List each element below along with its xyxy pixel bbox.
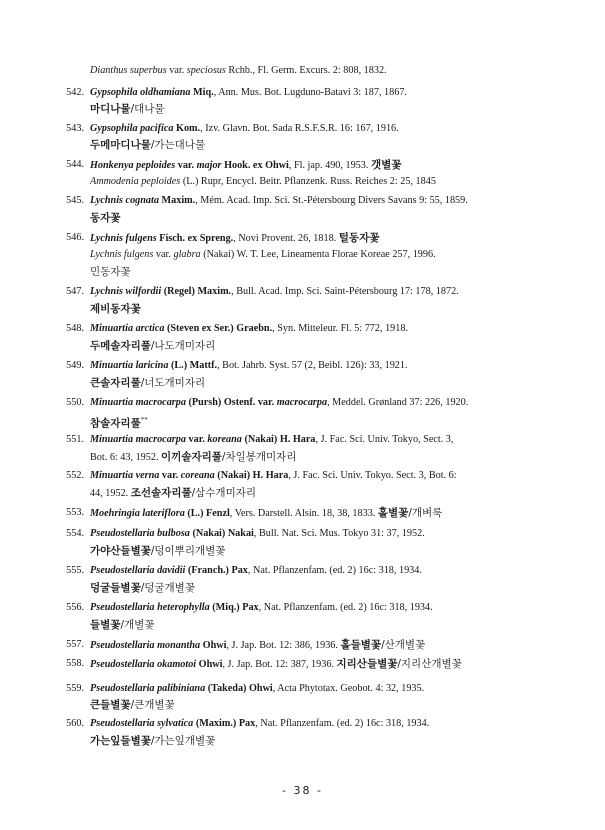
entry-number: 558. bbox=[66, 658, 84, 669]
entry-continuation bbox=[90, 376, 205, 391]
entry-continuation bbox=[90, 698, 175, 713]
text-segment: 44, 1952. bbox=[90, 488, 131, 499]
entry-number: 560. bbox=[66, 718, 84, 729]
korean-alt-name: /개별꽃 bbox=[120, 619, 155, 631]
text-segment: , Mém. Acad. Imp. Sci. St.-Pétersbourg Divers Savans 9: 55, 1859. bbox=[195, 195, 468, 206]
author-name: var. bbox=[175, 160, 195, 171]
entry-number: 547. bbox=[66, 286, 84, 297]
text-segment: , J. Jap. Bot. 12: 387, 1936. bbox=[222, 659, 337, 670]
text-segment: , J. Fac. Sci. Univ. Tokyo, Sect. 3, bbox=[315, 434, 454, 445]
author-name: (Nakai) H. Hara bbox=[241, 434, 316, 445]
synonym-name: speciosus bbox=[186, 65, 226, 76]
korean-name: 참솔자리풀 bbox=[90, 417, 141, 430]
entry-citation bbox=[90, 564, 422, 578]
korean-alt-name: /나도개미자리 bbox=[150, 340, 216, 352]
korean-name: 두메솔자리풀 bbox=[90, 340, 151, 352]
scientific-name: koreana bbox=[204, 434, 242, 445]
author-name: (Pursh) Ostenf. var. bbox=[185, 397, 275, 408]
korean-alt-name: /개벼룩 bbox=[408, 507, 443, 519]
scientific-name: Pseudostellaria davidii bbox=[90, 565, 186, 576]
korean-name: 큰솔자리풀 bbox=[90, 377, 141, 389]
entry-number: 543. bbox=[66, 123, 84, 134]
scientific-name: Moehringia lateriflora bbox=[90, 508, 185, 519]
korean-name: 가야산들별꽃 bbox=[90, 545, 151, 557]
entry-citation bbox=[90, 194, 468, 208]
entry-citation bbox=[90, 322, 408, 336]
entry-citation bbox=[90, 86, 407, 100]
scientific-name: Minuartia verna bbox=[90, 470, 160, 481]
scientific-name: Pseudostellaria palibiniana bbox=[90, 683, 206, 694]
korean-alt-name: /큰개별꽃 bbox=[130, 699, 175, 711]
author-name: (Franch.) Pax bbox=[185, 565, 248, 576]
entry-number: 548. bbox=[66, 323, 84, 334]
korean-name: 지리산들별꽃 bbox=[336, 658, 398, 670]
text-segment: , Bot. Jahrb. Syst. 57 (2, Beibl. 126): 33, 1921. bbox=[217, 360, 408, 371]
footnote-mark: ** bbox=[140, 416, 148, 424]
entry-citation bbox=[90, 657, 462, 672]
text-segment: , Fl. jap. 490, 1953. bbox=[288, 160, 371, 171]
author-name: Kom. bbox=[173, 123, 201, 134]
korean-name: 홀들별꽃 bbox=[340, 639, 382, 651]
entry-citation bbox=[90, 527, 425, 541]
text-segment: var. bbox=[166, 65, 187, 76]
synonym-name: Dianthus superbus bbox=[90, 65, 167, 76]
entry-citation bbox=[90, 638, 425, 653]
scientific-name: Pseudostellaria sylvatica bbox=[90, 718, 194, 729]
text-segment: , Acta Phytotax. Geobot. 4: 32, 1935. bbox=[272, 683, 425, 694]
entry-continuation bbox=[90, 544, 225, 559]
scientific-name: Pseudostellaria heterophylla bbox=[90, 602, 210, 613]
scientific-name: Lychnis wilfordii bbox=[90, 286, 162, 297]
text-segment: , Meddel. Grønland 37: 226, 1920. bbox=[327, 397, 469, 408]
entry-continuation bbox=[90, 138, 205, 153]
text-segment: , J. Fac. Sci. Univ. Tokyo. Sect. 3, Bot. 6: bbox=[288, 470, 457, 481]
entry-continuation bbox=[90, 302, 141, 317]
korean-name: 홀별꽃 bbox=[377, 507, 409, 519]
entry-continuation bbox=[90, 486, 256, 501]
entry-continuation bbox=[90, 211, 120, 226]
text-segment: , Nat. Pflanzenfam. (ed. 2) 16c: 318, 1934. bbox=[255, 718, 430, 729]
scientific-name: Minuartia macrocarpa bbox=[90, 397, 186, 408]
korean-name: 털동자꽃 bbox=[338, 232, 380, 244]
synonym-name: Lychnis fulgens bbox=[90, 249, 154, 260]
korean-alt-name: /덩이뿌리개별꽃 bbox=[150, 545, 226, 557]
author-name: (Nakai) H. Hara bbox=[214, 470, 289, 481]
entry-citation bbox=[90, 122, 399, 136]
entry-citation bbox=[90, 717, 429, 731]
author-name: (Miq.) Pax bbox=[209, 602, 259, 613]
text-segment: , Bull. Acad. Imp. Sci. Saint-Pétersbourg 17: 178, 1872. bbox=[231, 286, 459, 297]
korean-alt-name: /지리산개별꽃 bbox=[397, 658, 462, 670]
synonym-name: Ammodenia peploides bbox=[90, 176, 181, 187]
entry-number: 551. bbox=[66, 434, 84, 445]
entry-continuation bbox=[90, 102, 165, 117]
text-segment: Rchb., Fl. Germ. Excurs. 2: 808, 1832. bbox=[225, 65, 387, 76]
entry-number: 550. bbox=[66, 397, 84, 408]
author-name: Ohwi bbox=[200, 640, 227, 651]
text-segment: , Izv. Glavn. Bot. Sada R.S.F.S.R. 16: 167, 1916. bbox=[200, 123, 399, 134]
entry-continuation bbox=[90, 618, 154, 633]
korean-name: 동자꽃 bbox=[90, 212, 121, 224]
entry-continuation bbox=[90, 734, 215, 749]
entry-citation bbox=[90, 64, 387, 78]
page-number: - 38 - bbox=[282, 784, 323, 797]
entry-number: 556. bbox=[66, 602, 84, 613]
korean-name: 제비동자꽃 bbox=[90, 303, 141, 315]
scientific-name: Pseudostellaria monantha bbox=[90, 640, 201, 651]
entry-number: 549. bbox=[66, 360, 84, 371]
scientific-name: Gypsophila pacifica bbox=[90, 123, 174, 134]
entry-number: 553. bbox=[66, 507, 84, 518]
scientific-name: Lychnis fulgens bbox=[90, 233, 157, 244]
synonym-name: glabra bbox=[173, 249, 201, 260]
entry-continuation bbox=[90, 339, 215, 354]
text-segment: , Vers. Darstell. Alsin. 18, 38, 1833. bbox=[229, 508, 378, 519]
author-name: var. bbox=[185, 434, 205, 445]
scientific-name: Minuartia laricina bbox=[90, 360, 169, 371]
scientific-name: Minuartia arctica bbox=[90, 323, 165, 334]
korean-name: 덩굴들별꽃 bbox=[90, 582, 141, 594]
entry-number: 555. bbox=[66, 565, 84, 576]
author-name: Hook. ex Ohwi bbox=[221, 160, 289, 171]
entry-citation bbox=[90, 506, 442, 521]
author-name: (Maxim.) Pax bbox=[193, 718, 256, 729]
entry-citation bbox=[90, 682, 424, 696]
text-segment: , Bull. Nat. Sci. Mus. Tokyo 31: 37, 1952. bbox=[253, 528, 425, 539]
korean-alt-name: /삼수개미자리 bbox=[191, 487, 257, 499]
text-segment: , Novi Provent. 26, 1818. bbox=[233, 233, 339, 244]
entry-number: 546. bbox=[66, 232, 84, 243]
author-name: (Steven ex Ser.) Graebn. bbox=[164, 323, 273, 334]
korean-name: 갯별꽃 bbox=[370, 159, 402, 171]
author-name: var. bbox=[159, 470, 179, 481]
scientific-name: major bbox=[194, 160, 222, 171]
entry-citation bbox=[90, 601, 433, 615]
scientific-name: Pseudostellaria bulbosa bbox=[90, 528, 190, 539]
korean-alt-name: /덩굴개별꽃 bbox=[140, 582, 195, 594]
entry-continuation bbox=[90, 248, 436, 262]
scientific-name: coreana bbox=[178, 470, 215, 481]
korean-alt-name: /산개별꽃 bbox=[381, 639, 426, 651]
entry-continuation bbox=[90, 450, 296, 465]
author-name: Maxim. bbox=[158, 195, 196, 206]
text-segment: (Nakai) W. T. Lee, Lineamenta Florae Koreae 257, 1996. bbox=[200, 249, 436, 260]
entry-citation bbox=[90, 359, 408, 373]
entry-citation bbox=[90, 433, 453, 447]
entry-citation bbox=[90, 158, 401, 173]
entry-number: 544. bbox=[66, 159, 84, 170]
korean-alt-name: /차일봉개미자리 bbox=[221, 451, 297, 463]
entry-number: 557. bbox=[66, 639, 84, 650]
scientific-name: Honkenya peploides bbox=[90, 160, 176, 171]
korean-name: 들별꽃 bbox=[90, 619, 121, 631]
text-segment: Bot. 6: 43, 1952. bbox=[90, 452, 162, 463]
entry-continuation bbox=[90, 413, 148, 431]
author-name: (Nakai) Nakai bbox=[189, 528, 254, 539]
entry-citation bbox=[90, 396, 468, 410]
korean-name: 큰들별꽃 bbox=[90, 699, 131, 711]
entry-citation bbox=[90, 285, 459, 299]
entry-citation bbox=[90, 231, 379, 246]
entry-continuation bbox=[90, 175, 436, 189]
korean-alt-name: /대나물 bbox=[130, 103, 165, 115]
entry-number: 542. bbox=[66, 87, 84, 98]
author-name: (Regel) Maxim. bbox=[161, 286, 232, 297]
text-segment: (L.) Rupr, Encycl. Beitr. Pflanzenk. Russ. Reiches 2: 25, 1845 bbox=[180, 176, 436, 187]
entry-number: 552. bbox=[66, 470, 84, 481]
entry-continuation bbox=[90, 581, 195, 596]
korean-name: 조선솔자리풀 bbox=[130, 487, 192, 499]
text-segment: , Nat. Pflanzenfam. (ed. 2) 16c: 318, 1934. bbox=[247, 565, 422, 576]
korean-name: 마디나물 bbox=[90, 103, 131, 115]
text-segment: , J. Jap. Bot. 12: 386, 1936. bbox=[226, 640, 341, 651]
entry-number: 545. bbox=[66, 195, 84, 206]
author-name: (L.) Fenzl bbox=[184, 508, 230, 519]
entry-citation bbox=[90, 469, 457, 483]
scientific-name: Gypsophila oldhamiana bbox=[90, 87, 191, 98]
author-name: (Takeda) Ohwi bbox=[205, 683, 273, 694]
korean-name: 가는잎들별꽃 bbox=[90, 735, 151, 747]
scientific-name: Minuartia macrocarpa bbox=[90, 434, 186, 445]
korean-name: 두메마디나물 bbox=[90, 139, 151, 151]
text-segment: , Nat. Pflanzenfam. (ed. 2) 16c: 318, 1934. bbox=[258, 602, 433, 613]
author-name: Ohwi bbox=[196, 659, 223, 670]
author-name: (L.) Mattf. bbox=[168, 360, 218, 371]
text-segment: , Ann. Mus. Bot. Lugduno-Batavi 3: 187, 1867. bbox=[213, 87, 407, 98]
korean-alt-name: 민동자꽃 bbox=[90, 266, 131, 278]
korean-alt-name: /가는대나물 bbox=[150, 139, 206, 151]
entry-number: 554. bbox=[66, 528, 84, 539]
scientific-name: macrocarpa bbox=[274, 397, 328, 408]
author-name: Fisch. ex Spreng. bbox=[156, 233, 234, 244]
text-segment: var. bbox=[153, 249, 174, 260]
author-name: Miq. bbox=[190, 87, 214, 98]
scientific-name: Lychnis cognata bbox=[90, 195, 159, 206]
scientific-name: Pseudostellaria okamotoi bbox=[90, 659, 197, 670]
korean-alt-name: /너도개미자리 bbox=[140, 377, 206, 389]
entry-number: 559. bbox=[66, 683, 84, 694]
text-segment: , Syn. Mitteleur. Fl. 5: 772, 1918. bbox=[272, 323, 408, 334]
korean-alt-name: /가는잎개별꽃 bbox=[150, 735, 216, 747]
korean-name: 이끼솔자리풀 bbox=[161, 451, 222, 463]
entry-continuation bbox=[90, 265, 131, 280]
